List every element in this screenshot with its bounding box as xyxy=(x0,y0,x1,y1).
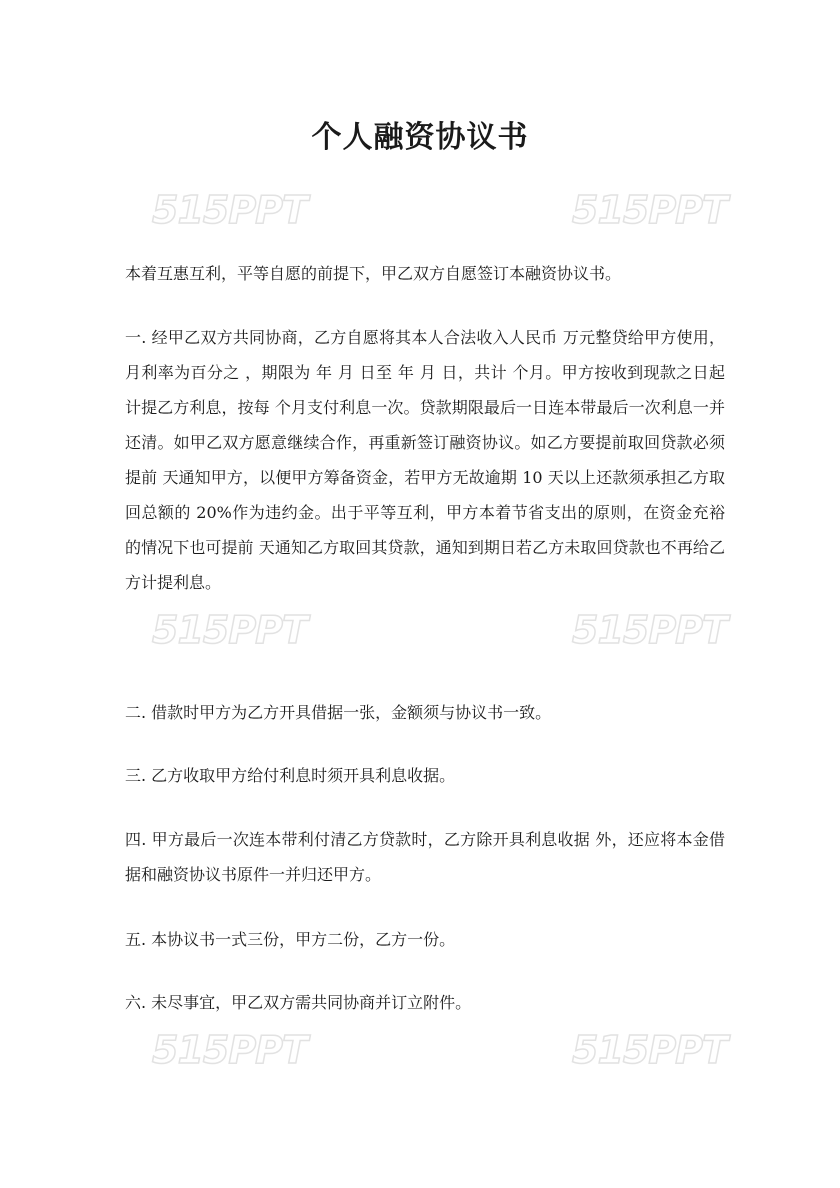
clause-1: 一. 经甲乙双方共同协商，乙方自愿将其本人合法收入人民币 万元整贷给甲方使用，月利率为百分之 ，期限为 年 月 日至 年 月 日，共计 个月。甲方按收到现款之日起计提乙方利息，按每 个月支付利息一次。贷款期限最后一日连本带最后一次利息一并还清。如甲乙双方愿意继续合作，再重新签订融资协议。如乙方要提前取回贷款必须提前 天通知甲方，以便甲方筹备资金，若甲方无故逾期 10 天以上还款须承担乙方取回总额的 20%作为违约金。出于平等互利，甲方本着节省支出的原则，在资金充裕的情况下也可提前 天通知乙方取回其贷款，通知到期日若乙方未取回贷款也不再给乙方计提利息。 xyxy=(125,328,725,592)
document-title: 个人融资协议书 xyxy=(311,120,529,155)
watermark: 515PPT xyxy=(572,608,727,652)
clause-3: 三. 乙方收取甲方给付利息时须开具利息收据。 xyxy=(125,766,456,785)
watermark: 515PPT xyxy=(572,188,727,232)
clause-4: 四. 甲方最后一次连本带利付清乙方贷款时，乙方除开具利息收据 外，还应将本金借据和融资协议书原件一并归还甲方。 xyxy=(125,830,725,884)
watermark: 515PPT xyxy=(152,1028,307,1072)
watermark: 515PPT xyxy=(152,188,307,232)
intro-paragraph: 本着互惠互利，平等自愿的前提下，甲乙双方自愿签订本融资协议书。 xyxy=(125,264,622,283)
clause-5: 五. 本协议书一式三份，甲方二份，乙方一份。 xyxy=(125,930,456,949)
clause-6: 六. 未尽事宜，甲乙双方需共同协商并订立附件。 xyxy=(125,993,472,1012)
clause-2: 二. 借款时甲方为乙方开具借据一张，金额须与协议书一致。 xyxy=(125,703,552,722)
watermark: 515PPT xyxy=(572,1028,727,1072)
watermark: 515PPT xyxy=(152,608,307,652)
